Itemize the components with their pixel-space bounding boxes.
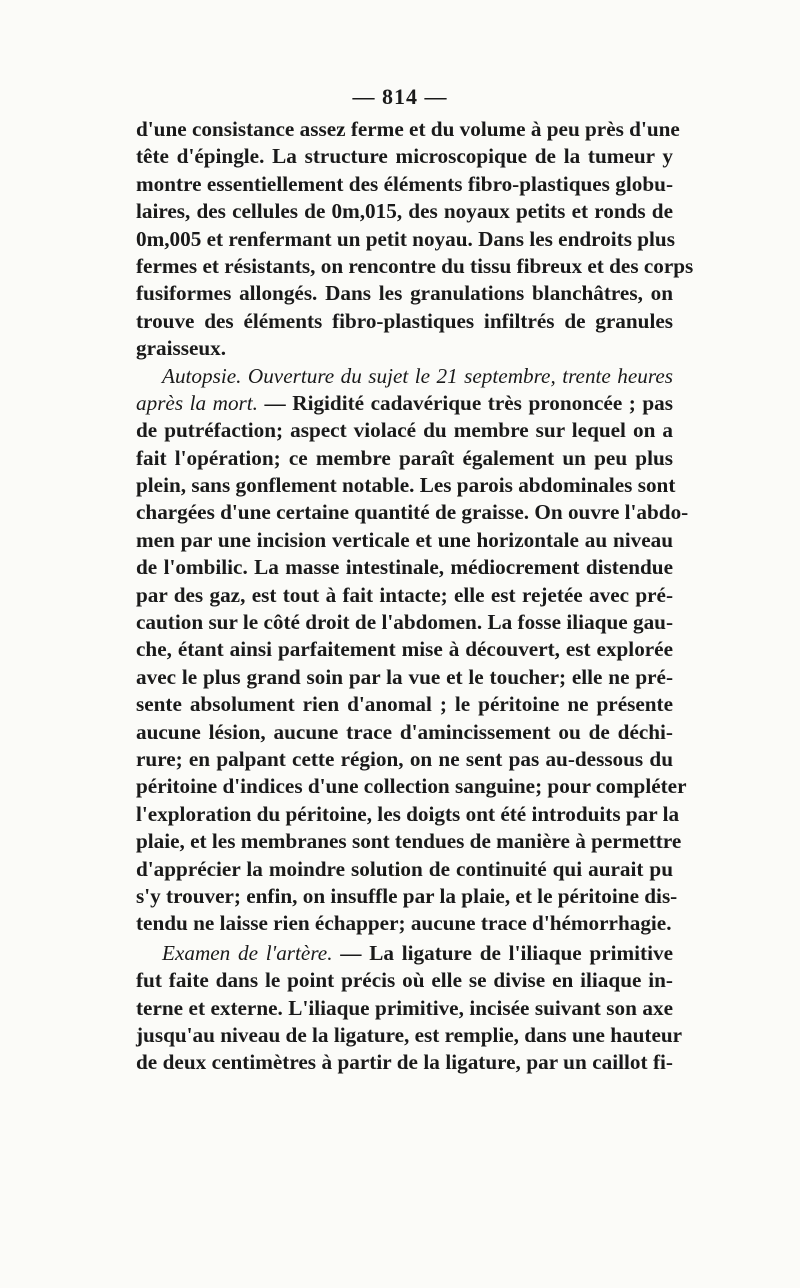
text-line: terne et externe. L'iliaque primitive, incisée suivant son axe <box>136 995 673 1020</box>
text-run: — La ligature de l'iliaque primitive <box>332 940 674 965</box>
text-line: rure; en palpant cette région, on ne sent pas au-dessous du <box>136 746 673 771</box>
text-line: fusiformes allongés. Dans les granulations blanchâtres, on <box>136 281 673 306</box>
page-number: — 814 — <box>352 84 448 109</box>
text-line: aucune lésion, aucune trace d'amincissement ou de déchi- <box>136 719 673 744</box>
text-line: par des gaz, est tout à fait intacte; elle est rejetée avec pré- <box>136 582 673 607</box>
text-line: de l'ombilic. La masse intestinale, médiocrement distendue <box>136 555 673 580</box>
text-run: — Rigidité cadavérique très prononcée ; pas <box>257 390 673 415</box>
paragraph-1 <box>136 116 694 363</box>
text-line: tête d'épingle. La structure microscopique de la tumeur y <box>136 144 673 169</box>
text-line <box>136 940 673 967</box>
text-line: graisseux. <box>136 336 227 361</box>
text-line <box>136 390 673 417</box>
italic-heading: après la mort. <box>136 390 258 415</box>
text-line: d'une consistance assez ferme et du volume à peu près d'une <box>136 117 680 141</box>
text-line: fermes et résistants, on rencontre du tissu fibreux et des corps <box>136 253 694 278</box>
italic-heading: Examen de l'artère. <box>162 940 333 965</box>
text-line: de putréfaction; aspect violacé du membre sur lequel on a <box>136 418 673 443</box>
text-line: jusqu'au niveau de la ligature, est remplie, dans une hauteur <box>136 1022 683 1047</box>
paragraph-2 <box>136 363 689 938</box>
text-line <box>136 363 673 390</box>
text-line: fait l'opération; ce membre paraît également un peu plus <box>136 445 673 470</box>
text-line: montre essentiellement des éléments fibro-plastiques globu- <box>136 171 673 196</box>
text-line: fut faite dans le point précis où elle se divise en iliaque in- <box>136 968 673 993</box>
text-line: che, étant ainsi parfaitement mise à découvert, est explorée <box>136 637 673 662</box>
text-line: men par une incision verticale et une horizontale au niveau <box>136 527 673 552</box>
text-line: sente absolument rien d'anomal ; le péritoine ne présente <box>136 692 673 717</box>
body-text <box>136 116 694 1077</box>
text-line: d'apprécier la moindre solution de continuité qui aurait pu <box>136 856 673 881</box>
text-line: plein, sans gonflement notable. Les parois abdominales sont <box>136 473 676 498</box>
text-line: plaie, et les membranes sont tendues de manière à permettre <box>136 829 682 854</box>
text-line: 0m,005 et renfermant un petit noyau. Dans les endroits plus <box>136 226 675 251</box>
text-line: de deux centimètres à partir de la ligature, par un caillot fi- <box>136 1050 673 1075</box>
text-line: trouve des éléments fibro-plastiques infiltrés de granules <box>136 308 673 333</box>
text-line: chargées d'une certaine quantité de graisse. On ouvre l'abdo- <box>136 500 689 525</box>
text-line: avec le plus grand soin par la vue et le toucher; elle ne pré- <box>136 664 673 689</box>
text-line: s'y trouver; enfin, on insuffle par la plaie, et le péritoine dis- <box>136 883 678 908</box>
text-line: laires, des cellules de 0m,015, des noyaux petits et ronds de <box>136 199 673 224</box>
paragraph-3 <box>136 940 683 1077</box>
text-line: péritoine d'indices d'une collection sanguine; pour compléter <box>136 774 687 799</box>
text-line: caution sur le côté droit de l'abdomen. La fosse iliaque gau- <box>136 610 673 635</box>
text-line: tendu ne laisse rien échapper; aucune trace d'hémorrhagie. <box>136 911 672 936</box>
text-line: l'exploration du péritoine, les doigts ont été introduits par la <box>136 801 680 826</box>
italic-heading: Autopsie. Ouverture du sujet le 21 septembre, trente heures <box>162 363 673 388</box>
